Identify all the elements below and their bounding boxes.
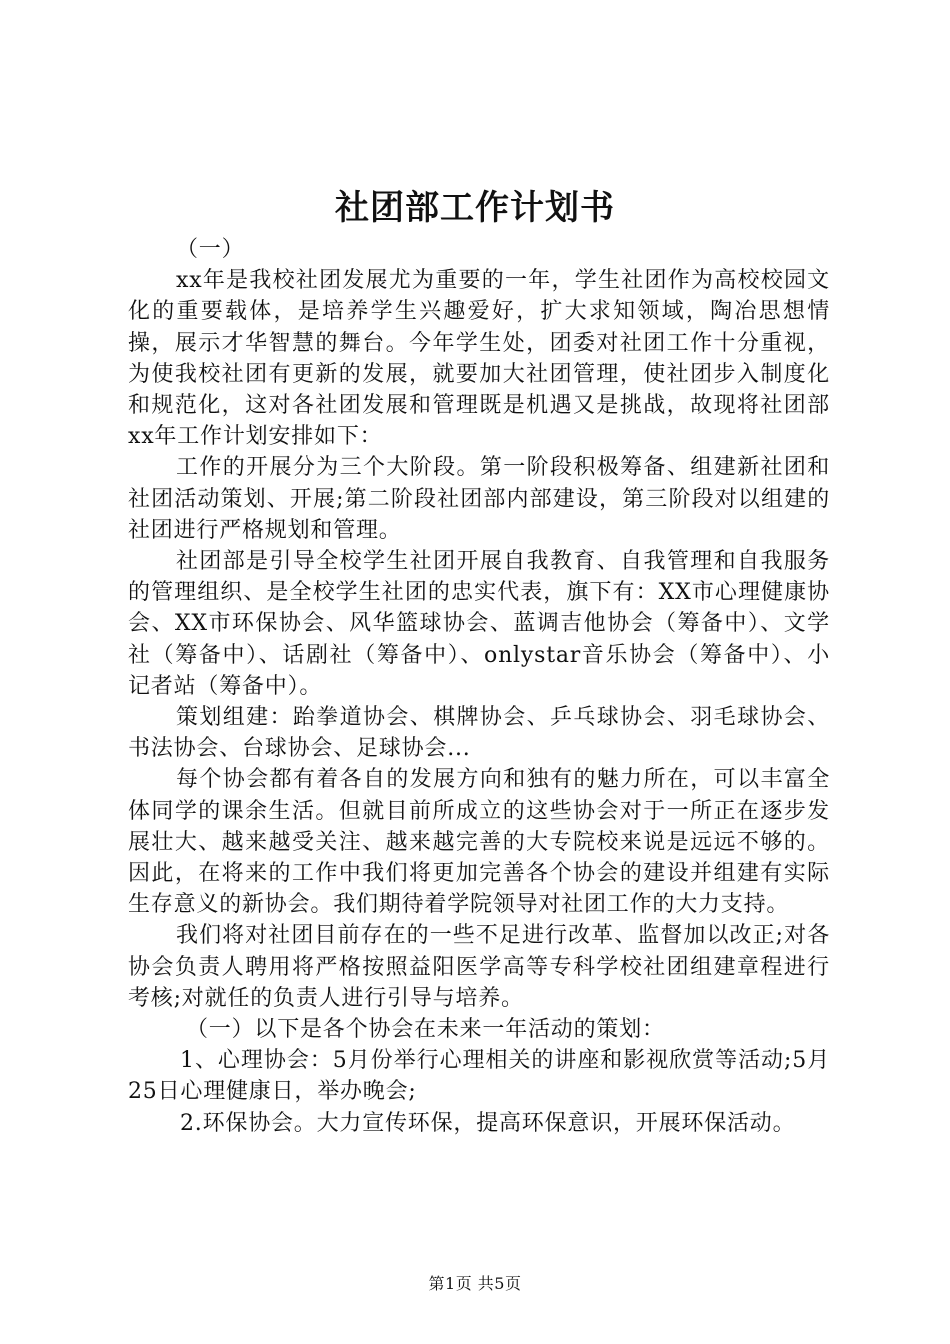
paragraph-development: 每个协会都有着各自的发展方向和独有的魅力所在，可以丰富全体同学的课余生活。但就目前所成立的这些协会对于一所正在逐步发展壮大、越来越受关注、越来越完善的大专院校来说是远远不够的。因此，在将来的工作中我们将更加完善各个协会的建设并组建有实际生存意义的新协会。我们期待着学院领导对社团工作的大力支持。 bbox=[128, 767, 830, 918]
plan-heading: （一）以下是各个协会在未来一年活动的策划： bbox=[186, 1017, 665, 1043]
paragraph-associations: 社团部是引导全校学生社团开展自我教育、自我管理和自我服务的管理组织、是全校学生社团的忠实代表，旗下有：XX市心理健康协会、XX市环保协会、风华篮球协会、蓝调吉他协会（筹备中）、文学社（筹备中）、话剧社（筹备中）、onlystar音乐协会（筹备中）、小记者站（筹备中）。 bbox=[128, 549, 830, 699]
document-body bbox=[128, 234, 830, 1139]
plan-item-environment: 2.环保协会。大力宣传环保，提高环保意识，开展环保活动。 bbox=[180, 1110, 796, 1136]
paragraph-planned: 策划组建：跆拳道协会、棋牌协会、乒乓球协会、羽毛球协会、书法协会、台球协会、足球协会... bbox=[128, 705, 830, 762]
page-footer: 第1页 共5页 bbox=[428, 1274, 522, 1293]
document-title: 社团部工作计划书 bbox=[335, 188, 615, 228]
plan-item-psychology: 1、心理协会：5月份举行心理相关的讲座和影视欣赏等活动;5月25日心理健康日，举办晚会; bbox=[128, 1048, 830, 1105]
section-marker: （一） bbox=[176, 237, 245, 262]
paragraph-intro: xx年是我校社团发展尤为重要的一年，学生社团作为高校校园文化的重要载体，是培养学生兴趣爱好，扩大求知领域，陶冶思想情操，展示才华智慧的舞台。今年学生处，团委对社团工作十分重视，为使我校社团有更新的发展，就要加大社团管理，使社团步入制度化和规范化，这对各社团发展和管理既是机遇又是挑战，故现将社团部xx年工作计划安排如下： bbox=[128, 268, 830, 450]
paragraph-stages: 工作的开展分为三个大阶段。第一阶段积极筹备、组建新社团和社团活动策划、开展;第二阶段社团部内部建设，第三阶段对以组建的社团进行严格规划和管理。 bbox=[128, 455, 830, 543]
paragraph-reform: 我们将对社团目前存在的一些不足进行改革、监督加以改正;对各协会负责人聘用将严格按照益阳医学高等专科学校社团组建章程进行考核;对就任的负责人进行引导与培养。 bbox=[128, 923, 830, 1011]
